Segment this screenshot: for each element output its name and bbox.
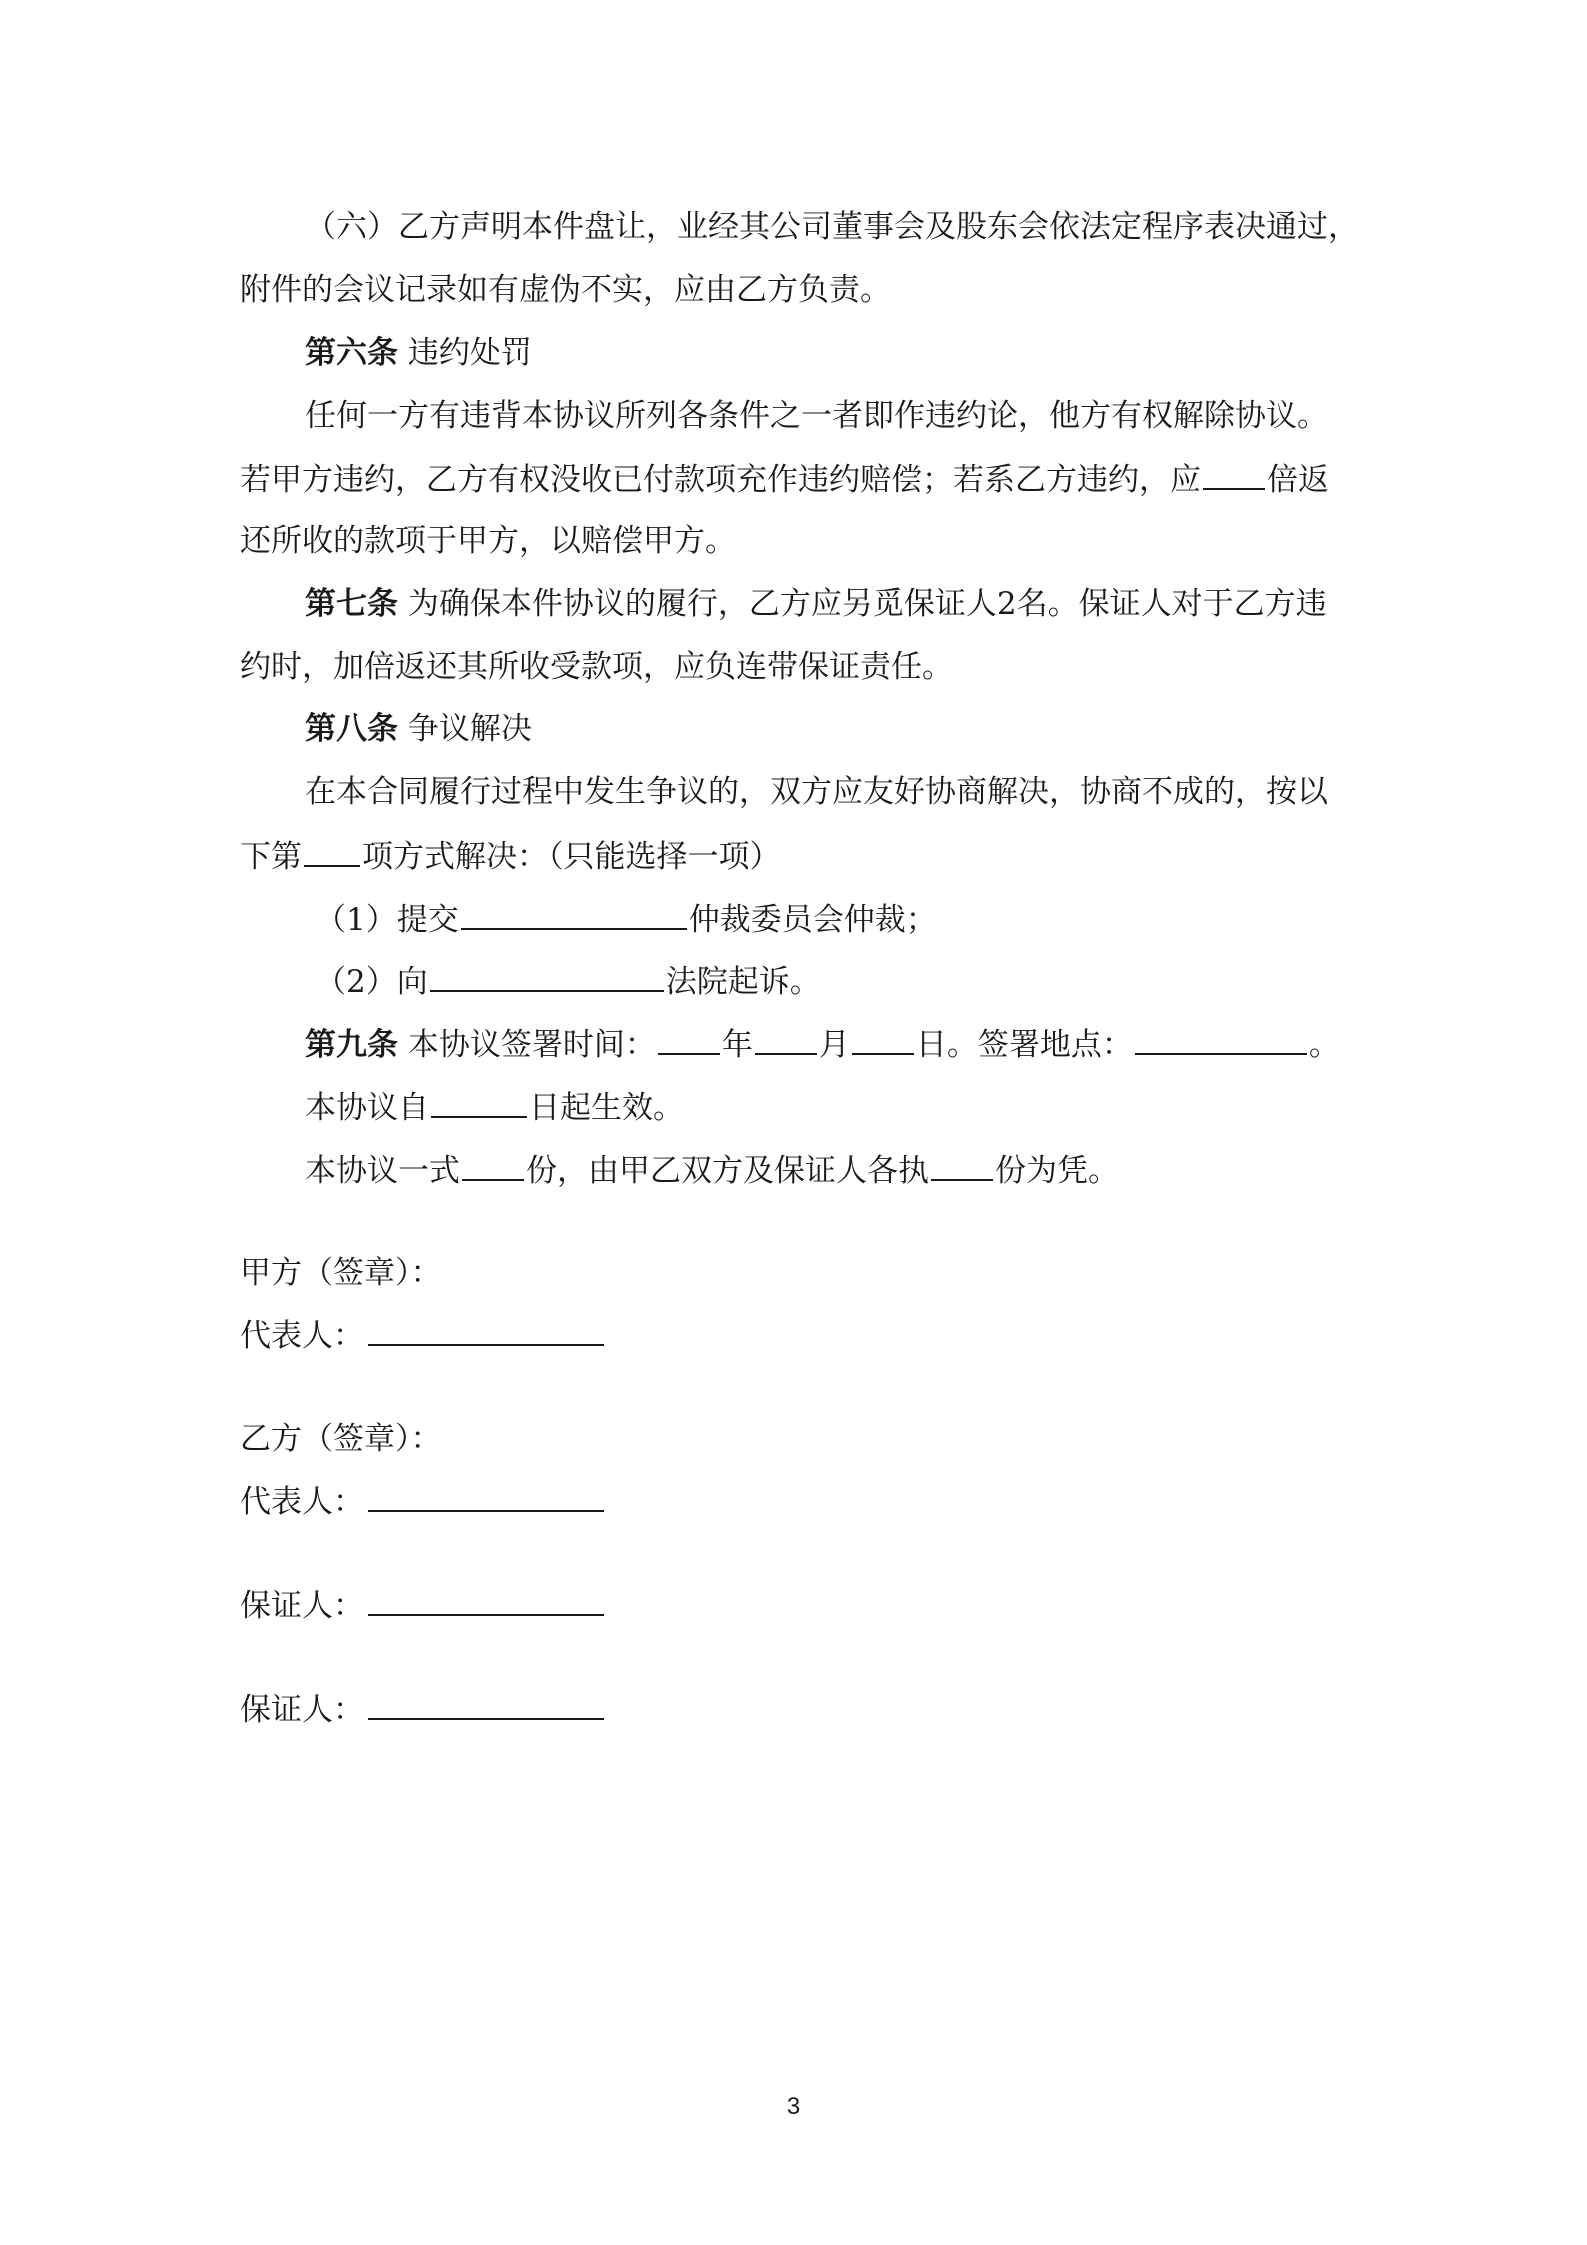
clause-text: （1）提交	[315, 902, 459, 938]
fill-blank[interactable]	[462, 1149, 524, 1181]
clause-six-line-1	[305, 207, 1359, 247]
fill-blank[interactable]	[931, 1149, 993, 1181]
fill-blank-month[interactable]	[755, 1023, 817, 1055]
article-nine-line	[305, 1023, 1340, 1065]
signature-line[interactable]	[368, 1316, 604, 1346]
fill-blank-location[interactable]	[1135, 1023, 1307, 1055]
article-number: 第八条	[305, 711, 398, 747]
clause-text: （六）乙方声明本件盘让，业经其公司董事会及股东会依法定程序表决通过，	[305, 209, 1359, 245]
signature-line[interactable]	[368, 1690, 604, 1720]
article-six-line-2	[240, 458, 1329, 500]
clause-text: 在本合同履行过程中发生争议的，双方应友好协商解决，协商不成的，按以	[305, 774, 1328, 810]
article-eight-heading	[305, 709, 532, 749]
signature-label: 乙方（签章）：	[240, 1421, 442, 1457]
article-six-line-3	[240, 521, 736, 561]
clause-text: 法院起诉。	[665, 964, 821, 1000]
fill-blank-year[interactable]	[658, 1023, 720, 1055]
clause-text: 附件的会议记录如有虚伪不实，应由乙方负责。	[240, 272, 891, 308]
clause-text: 日起生效。	[529, 1090, 684, 1126]
clause-text: 约时，加倍返还其所收受款项，应负连带保证责任。	[240, 649, 953, 685]
article-eight-line-2	[240, 835, 781, 877]
clause-text: 本协议一式	[305, 1153, 460, 1189]
clause-text: 年	[721, 1027, 753, 1063]
signature-line[interactable]	[368, 1586, 604, 1616]
fill-blank[interactable]	[430, 960, 664, 992]
clause-text: 月	[818, 1027, 850, 1063]
signature-label: 甲方（签章）：	[240, 1255, 442, 1291]
party-b-representative	[240, 1482, 604, 1522]
clause-text: 倍返	[1267, 462, 1329, 498]
article-seven-line-2	[240, 647, 953, 687]
page-number: 3	[786, 2093, 801, 2120]
clause-text: 项方式解决：（只能选择一项）	[362, 839, 781, 875]
article-six-line-1	[305, 396, 1328, 436]
party-a-representative	[240, 1316, 604, 1356]
signature-label: 代表人：	[240, 1484, 364, 1520]
article-number: 第六条	[305, 335, 398, 371]
fill-blank[interactable]	[431, 1086, 527, 1118]
article-title: 争议解决	[407, 711, 532, 747]
article-seven-line-1	[305, 584, 1327, 624]
clause-text: 本协议签署时间：	[407, 1027, 656, 1063]
fill-blank-day[interactable]	[852, 1023, 914, 1055]
article-number: 第七条	[305, 586, 398, 622]
effective-date-line	[305, 1086, 684, 1128]
party-b-signature-label	[240, 1419, 442, 1459]
clause-text: （2）向	[315, 964, 428, 1000]
clause-text: 任何一方有违背本协议所列各条件之一者即作违约论，他方有权解除协议。	[305, 398, 1328, 434]
signature-label: 保证人：	[240, 1588, 364, 1624]
guarantor-2	[240, 1690, 604, 1730]
clause-text: 。	[1308, 1027, 1340, 1063]
signature-line[interactable]	[368, 1482, 604, 1512]
clause-text: 下第	[240, 839, 302, 875]
article-eight-option-2	[315, 960, 821, 1002]
fill-blank[interactable]	[304, 835, 360, 867]
article-eight-line-1	[305, 772, 1328, 812]
clause-text: 仲裁委员会仲裁；	[688, 902, 937, 938]
clause-text: 份，由甲乙双方及保证人各执	[526, 1153, 929, 1189]
fill-blank[interactable]	[461, 898, 687, 930]
clause-text: 份为凭。	[995, 1153, 1119, 1189]
clause-text: 为确保本件协议的履行，乙方应另觅保证人2名。保证人对于乙方违	[407, 586, 1327, 622]
clause-six-line-2	[240, 270, 891, 310]
copies-line	[305, 1149, 1119, 1191]
article-six-heading	[305, 333, 532, 373]
article-eight-option-1	[315, 898, 937, 940]
fill-blank[interactable]	[1203, 458, 1265, 490]
clause-text: 本协议自	[305, 1090, 429, 1126]
clause-text: 还所收的款项于甲方，以赔偿甲方。	[240, 523, 736, 559]
signature-label: 代表人：	[240, 1318, 364, 1354]
clause-text: 若甲方违约，乙方有权没收已付款项充作违约赔偿；若系乙方违约，应	[240, 462, 1201, 498]
guarantor-1	[240, 1586, 604, 1626]
article-number: 第九条	[305, 1027, 398, 1063]
signature-label: 保证人：	[240, 1692, 364, 1728]
clause-text: 日。签署地点：	[915, 1027, 1133, 1063]
article-title: 违约处罚	[407, 335, 532, 371]
party-a-signature-label	[240, 1253, 442, 1293]
